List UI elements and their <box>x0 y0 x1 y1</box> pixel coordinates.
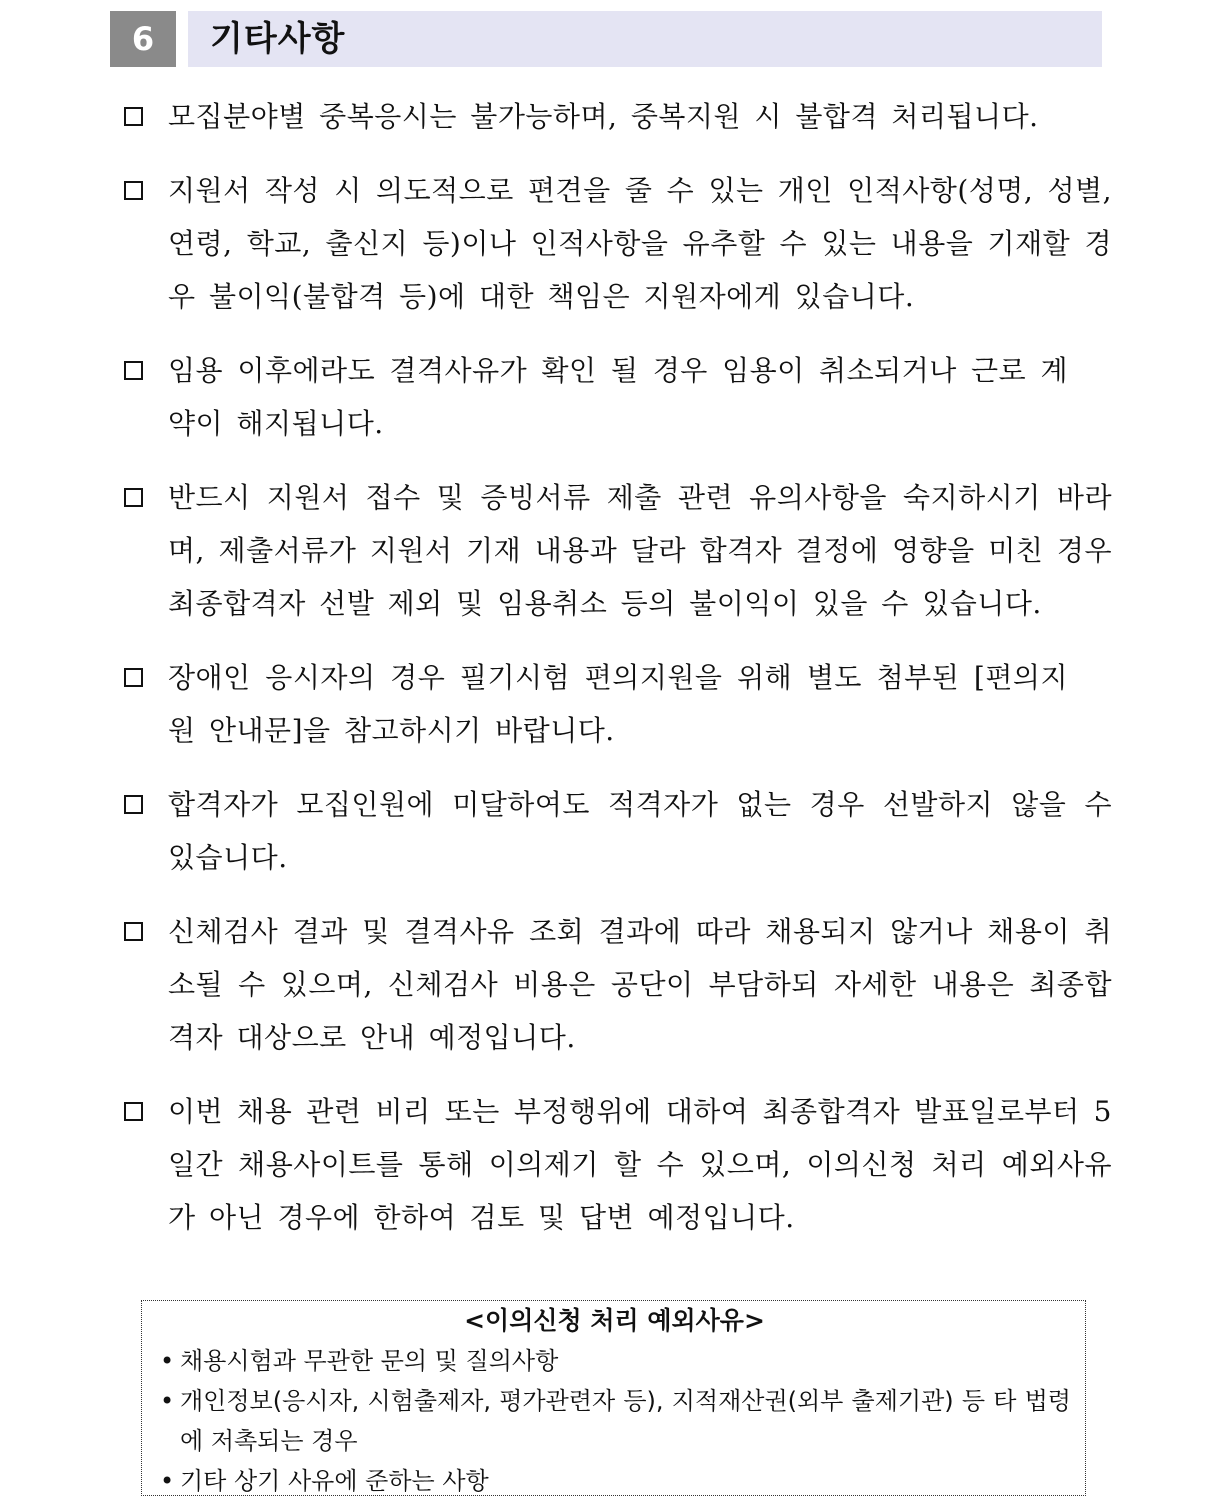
list-item <box>120 1085 1112 1244</box>
checkbox-icon <box>124 488 143 507</box>
item-text: 반드시 지원서 접수 및 증빙서류 제출 관련 유의사항을 숙지하시기 바라며, 제출서류가 지원서 기재 내용과 달라 합격자 결정에 영향을 미친 경우 최종합격자 선발 제외 및 임용취소 등의 불이익이 있을 수 있습니다. <box>168 481 1112 620</box>
checkbox-icon <box>124 181 143 200</box>
list-item <box>120 164 1112 323</box>
notice-item-text: 채용시험과 무관한 문의 및 질의사항 <box>180 1347 559 1375</box>
list-item <box>120 471 1112 630</box>
notice-title: <이의신청 처리 예외사유> <box>464 1306 765 1335</box>
item-text: 합격자가 모집인원에 미달하여도 적격자가 없는 경우 선발하지 않을 수 있습니다. <box>168 788 1112 874</box>
bullet-icon: • <box>160 1467 175 1495</box>
list-item <box>120 905 1112 1064</box>
list-item <box>120 344 1068 450</box>
checkbox-icon <box>124 361 143 380</box>
notice-list-item <box>158 1461 1071 1501</box>
item-text: 이번 채용 관련 비리 또는 부정행위에 대하여 최종합격자 발표일로부터 5일간 채용사이트를 통해 이의제기 할 수 있으며, 이의신청 처리 예외사유가 아닌 경우에 한하여 검토 및 답변 예정입니다. <box>168 1095 1112 1234</box>
item-text: 장애인 응시자의 경우 필기시험 편의지원을 위해 별도 첨부된 [편의지원 안내문]을 참고하시기 바랍니다. <box>168 661 1068 747</box>
bullet-icon: • <box>160 1387 175 1415</box>
checkbox-icon <box>124 795 143 814</box>
section-title: 기타사항 <box>188 11 1102 67</box>
checkbox-icon <box>124 107 143 126</box>
list-item <box>120 90 1112 143</box>
checkbox-icon <box>124 922 143 941</box>
notice-list-item <box>158 1381 1071 1461</box>
notice-list <box>120 90 1112 1265</box>
checkbox-icon <box>124 1102 143 1121</box>
section-header <box>110 11 1102 67</box>
notice-list-item <box>158 1341 1071 1381</box>
item-text: 모집분야별 중복응시는 불가능하며, 중복지원 시 불합격 처리됩니다. <box>168 100 1039 133</box>
list-item <box>120 778 1112 884</box>
item-text: 임용 이후에라도 결격사유가 확인 될 경우 임용이 취소되거나 근로 계약이 해지됩니다. <box>168 354 1068 440</box>
notice-item-text: 개인정보(응시자, 시험출제자, 평가관련자 등), 지적재산권(외부 출제기관) 등 타 법령에 저촉되는 경우 <box>180 1387 1071 1455</box>
item-text: 지원서 작성 시 의도적으로 편견을 줄 수 있는 개인 인적사항(성명, 성별, 연령, 학교, 출신지 등)이나 인적사항을 유추할 수 있는 내용을 기재할 경우 불이익(불합격 등)에 대한 책임은 지원자에게 있습니다. <box>168 174 1112 313</box>
list-item <box>120 651 1068 757</box>
notice-item-text: 기타 상기 사유에 준하는 사항 <box>180 1467 489 1495</box>
bullet-icon: • <box>160 1347 175 1375</box>
exception-notice-box <box>141 1300 1086 1496</box>
item-text: 신체검사 결과 및 결격사유 조회 결과에 따라 채용되지 않거나 채용이 취소될 수 있으며, 신체검사 비용은 공단이 부담하되 자세한 내용은 최종합격자 대상으로 안내 예정입니다. <box>168 915 1112 1054</box>
section-number: 6 <box>110 11 176 67</box>
checkbox-icon <box>124 668 143 687</box>
